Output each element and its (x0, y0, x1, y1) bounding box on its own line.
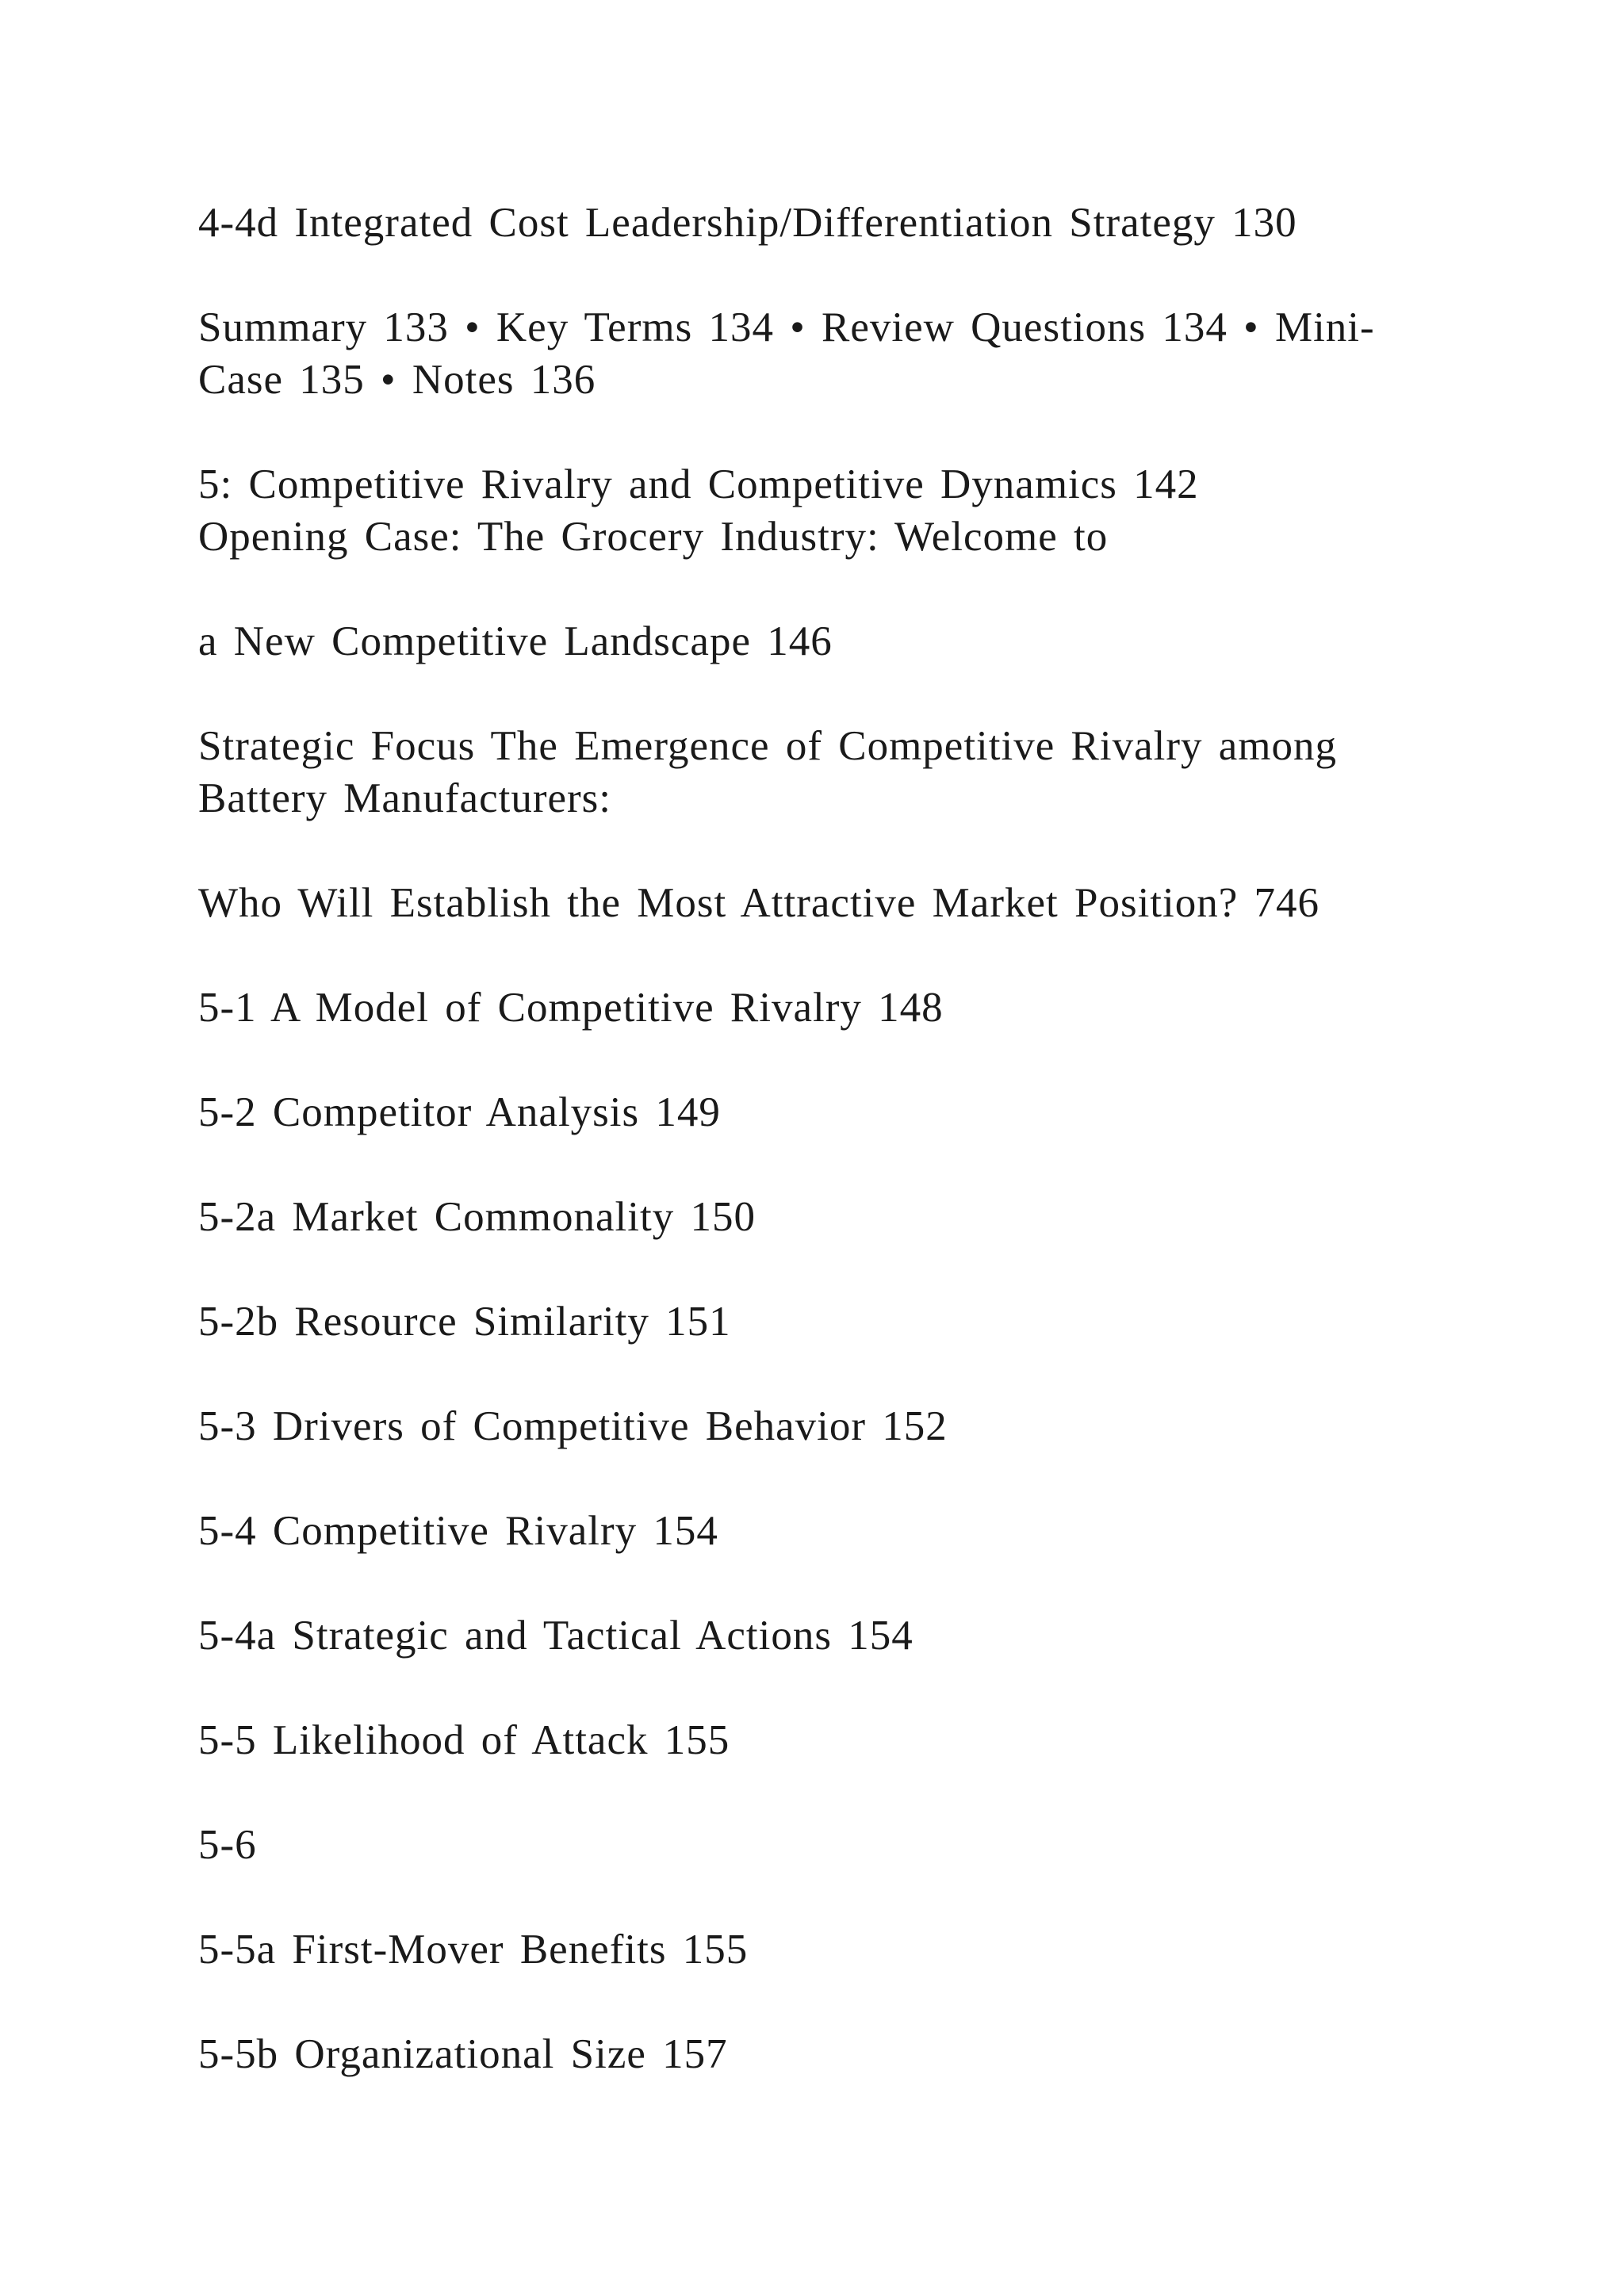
toc-entry-5-5a: 5-5a First-Mover Benefits 155 (198, 1927, 749, 1973)
opening-case-line-2: a New Competitive Landscape 146 (198, 618, 833, 664)
strategic-focus-line-3: Who Will Establish the Most Attractive Market Position? 746 (198, 880, 1320, 926)
chapter-5-title: 5: Competitive Rivalry and Competitive Dynamics 142 (198, 461, 1199, 507)
toc-entry-4-4d: 4-4d Integrated Cost Leadership/Differentiation Strategy 130 (198, 200, 1297, 246)
toc-entry-5-2a: 5-2a Market Commonality 150 (198, 1194, 756, 1240)
strategic-focus-line-1: Strategic Focus The Emergence of Competitive Rivalry among (198, 723, 1337, 769)
chapter-4-end-matter-line-1: Summary 133 • Key Terms 134 • Review Questions 134 • Mini- (198, 304, 1375, 350)
strategic-focus-line-2: Battery Manufacturers: (198, 775, 611, 821)
toc-entry-5-6: 5-6 (198, 1822, 257, 1868)
toc-entry-5-1: 5-1 A Model of Competitive Rivalry 148 (198, 985, 944, 1031)
opening-case-line-1: Opening Case: The Grocery Industry: Welcome to (198, 514, 1109, 560)
toc-entry-5-3: 5-3 Drivers of Competitive Behavior 152 (198, 1403, 948, 1449)
toc-entry-5-2b: 5-2b Resource Similarity 151 (198, 1299, 731, 1345)
toc-entry-5-2: 5-2 Competitor Analysis 149 (198, 1089, 721, 1135)
toc-entry-5-5: 5-5 Likelihood of Attack 155 (198, 1717, 730, 1763)
toc-entry-5-4: 5-4 Competitive Rivalry 154 (198, 1508, 718, 1554)
toc-entry-5-5b: 5-5b Organizational Size 157 (198, 2031, 728, 2077)
chapter-4-end-matter-line-2: Case 135 • Notes 136 (198, 357, 596, 403)
toc-entry-5-4a: 5-4a Strategic and Tactical Actions 154 (198, 1613, 914, 1659)
